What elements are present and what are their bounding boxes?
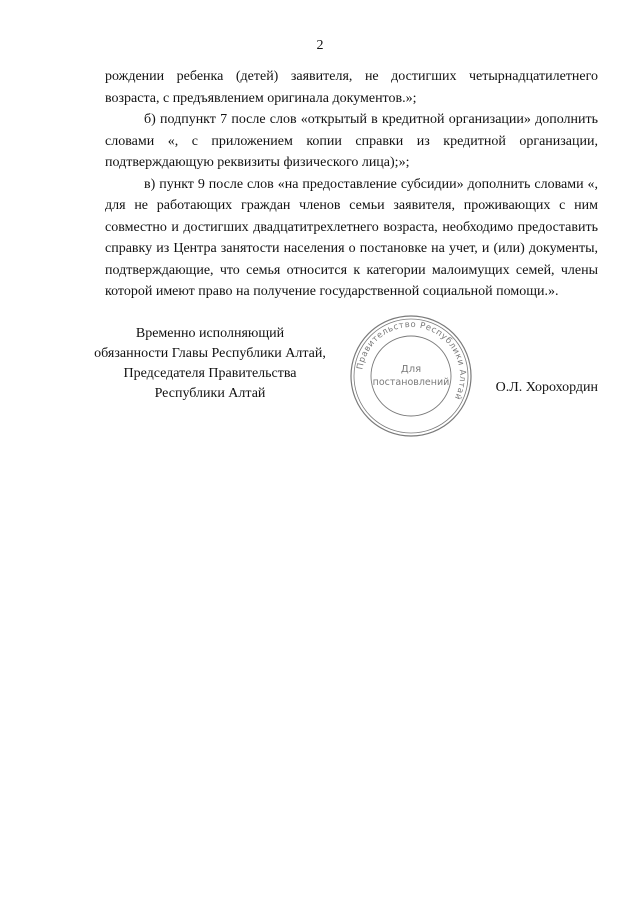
body-paragraph: б) подпункт 7 после слов «открытый в кредитной организации» дополнить словами «, с приложением копии справки из кредитной организации, подтверждающую реквизиты физического лица);»; (105, 112, 598, 170)
signatory-name: О.Л. Хорохордин (495, 380, 598, 395)
signatory-position (60, 324, 360, 404)
signatory-position-line: Временно исполняющий (135, 326, 285, 341)
signatory-position-line: Председателя Правительства (123, 366, 297, 381)
seal-center-text: постановлений (372, 377, 450, 388)
seal-center-text: Для (400, 364, 422, 375)
page-number: 2 (316, 38, 324, 53)
svg-text:Правительство Республики Алтай (355, 320, 467, 402)
signatory-position-line: обязанности Главы Республики Алтай, (94, 346, 326, 361)
document-body (105, 66, 598, 303)
official-seal-stamp (349, 314, 473, 438)
body-paragraph: в) пункт 9 после слов «на предоставление субсидии» дополнить словами «, для не работающих граждан членов семьи заявителя, проживающих с ним совместно и достигших двадцатитрехлетнего возраста, необходимо предоставить справку из Центра занятости населения о постановке на учет, и (или) документы, подтверждающие, что семья относится к категории малоимущих семей, члены которой имеют право на получение государственной социальной помощи.». (105, 176, 598, 299)
signatory-position-line: Республики Алтай (154, 386, 266, 401)
body-paragraph: рождении ребенка (детей) заявителя, не достигших четырнадцатилетнего возраста, с предъявлением оригинала документов.»; (105, 69, 598, 106)
seal-ring-text: Правительство Республики Алтай (355, 319, 468, 402)
